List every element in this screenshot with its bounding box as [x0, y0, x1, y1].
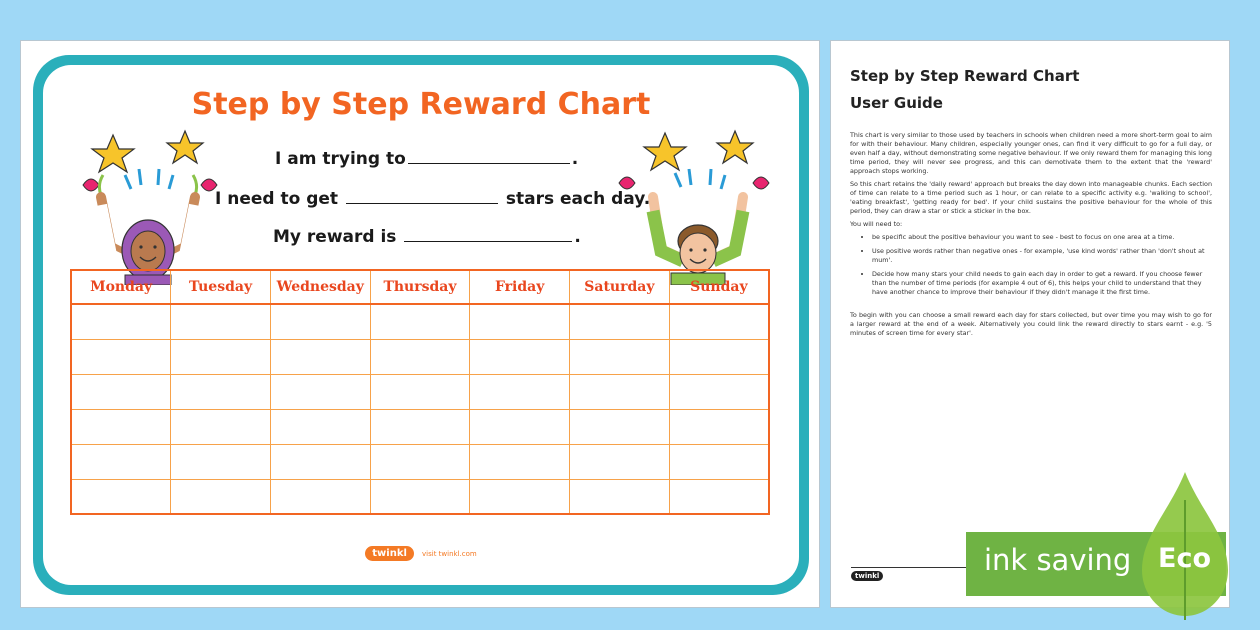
guide-title [850, 63, 1079, 117]
guide-bullet-list [872, 233, 1212, 297]
guide-paragraph: This chart is very similar to those used by teachers in schools when children need a more short-term goal to aim for with their behaviour. Many children, especially younger ones, can find it very difficult to go for a full day, or even half a day, without demonstrating some negative behaviour. If we only reward them for managing this long time period, they will never see progress, and this can demotivate them to the extent that the 'reward' approach stops working. [850, 131, 1212, 175]
grid-cell[interactable] [370, 304, 470, 339]
grid-cell[interactable] [171, 409, 271, 444]
grid-cell[interactable] [669, 444, 769, 479]
grid-cell[interactable] [370, 374, 470, 409]
grid-cell[interactable] [370, 409, 470, 444]
day-header-saturday: Saturday [570, 270, 670, 304]
swirl-icon [753, 177, 769, 189]
grid-cell[interactable] [570, 304, 670, 339]
grid-cell[interactable] [270, 409, 370, 444]
reward-line [273, 227, 581, 247]
star-icon [644, 133, 686, 170]
reward-chart-page [20, 40, 820, 608]
trying-line [275, 149, 578, 169]
confetti-icon [125, 169, 173, 189]
eye [153, 245, 156, 248]
guide-paragraph: You will need to: [850, 220, 903, 228]
trying-end: . [571, 149, 579, 169]
swirl-icon [201, 179, 217, 191]
ink-saving-text: ink saving [984, 543, 1132, 577]
stars-blank [346, 190, 498, 204]
grid-cell[interactable] [270, 304, 370, 339]
grid-cell[interactable] [570, 479, 670, 514]
table-row [71, 479, 769, 514]
list-item: • be specific about the positive behaviour you want to see - best to focus on one area at a time. [872, 233, 1212, 242]
streamer-icon [99, 175, 196, 195]
list-item: • Use positive words rather than negative ones - for example, 'use kind words' rather than 'don't shout at mum'. [872, 247, 1212, 265]
reward-end: . [574, 227, 581, 247]
grid-cell[interactable] [171, 339, 271, 374]
reward-blank [404, 228, 572, 242]
grid-cell[interactable] [270, 444, 370, 479]
chart-footer [43, 543, 799, 562]
days-header-row [71, 270, 769, 304]
reward-label: My reward is [273, 227, 397, 247]
face [680, 233, 716, 273]
grid-cell[interactable] [470, 374, 570, 409]
grid-cell[interactable] [370, 339, 470, 374]
guide-title-line1: Step by Step Reward Chart [850, 67, 1080, 85]
grid-body [71, 304, 769, 514]
grid-cell[interactable] [669, 304, 769, 339]
list-item: • Decide how many stars your child needs to gain each day in order to get a reward. If you choose fewer than the number of time periods (for example 4 out of 6), this helps your child to understand that they have another chance to improve their behaviour if they didn't manage it the first time. [872, 270, 1212, 297]
grid-cell[interactable] [71, 444, 171, 479]
grid-cell[interactable] [570, 374, 670, 409]
grid-cell[interactable] [570, 339, 670, 374]
eye [689, 248, 692, 251]
stars-end: stars each day. [505, 189, 651, 209]
grid-cell[interactable] [171, 479, 271, 514]
day-header-tuesday: Tuesday [171, 270, 271, 304]
day-header-thursday: Thursday [370, 270, 470, 304]
grid-cell[interactable] [71, 304, 171, 339]
visit-link[interactable]: visit twinkl.com [422, 549, 477, 558]
grid-cell[interactable] [270, 479, 370, 514]
guide-body [850, 131, 1212, 342]
grid-cell[interactable] [370, 444, 470, 479]
grid-cell[interactable] [570, 409, 670, 444]
footer-twinkl-logo: twinkl [851, 571, 883, 581]
grid-cell[interactable] [470, 409, 570, 444]
day-header-sunday: Sunday [669, 270, 769, 304]
day-header-monday: Monday [71, 270, 171, 304]
twinkl-logo: twinkl [365, 546, 414, 561]
grid-cell[interactable] [570, 444, 670, 479]
grid-cell[interactable] [669, 339, 769, 374]
table-row [71, 444, 769, 479]
grid-cell[interactable] [171, 304, 271, 339]
stars-line [215, 189, 650, 209]
grid-cell[interactable] [71, 479, 171, 514]
day-header-wednesday: Wednesday [270, 270, 370, 304]
table-row [71, 409, 769, 444]
guide-paragraph: So this chart retains the 'daily reward' approach but breaks the day down into manageable chunks. Each section of time can relate to a time period such as 1 hour, or can relate to a specific activity e.g. 'walking to school', 'eating breakfast', 'getting ready for bed'. If your child sustains the positive behaviour for the whole of this period, they can draw a star or stick a sticker in the box. [850, 180, 1212, 215]
trying-label: I am trying to [275, 149, 406, 169]
guide-title-line2: User Guide [850, 94, 943, 112]
grid-cell[interactable] [470, 304, 570, 339]
grid-cell[interactable] [669, 479, 769, 514]
grid-cell[interactable] [669, 409, 769, 444]
face [131, 231, 165, 271]
table-row [71, 339, 769, 374]
swirl-icon [619, 177, 635, 189]
grid-cell[interactable] [270, 339, 370, 374]
star-icon [717, 131, 753, 163]
grid-cell[interactable] [71, 409, 171, 444]
grid-cell[interactable] [171, 374, 271, 409]
eye [703, 248, 706, 251]
eco-label: Eco [1158, 543, 1211, 574]
grid-cell[interactable] [270, 374, 370, 409]
table-row [71, 304, 769, 339]
star-icon [167, 131, 203, 163]
grid-cell[interactable] [470, 339, 570, 374]
table-row [71, 374, 769, 409]
grid-cell[interactable] [470, 444, 570, 479]
guide-paragraph: To begin with you can choose a small reward each day for stars collected, but over time you may wish to go for a larger reward at the end of a week. Alternatively you could link the reward directly to stars earnt - e.g. '5 minutes of screen time for every star'. [850, 311, 1212, 337]
chart-inner [43, 65, 799, 585]
grid-cell[interactable] [669, 374, 769, 409]
grid-cell[interactable] [71, 339, 171, 374]
chart-frame [33, 55, 809, 595]
day-header-friday: Friday [470, 270, 570, 304]
grid-cell[interactable] [171, 444, 271, 479]
grid-cell[interactable] [71, 374, 171, 409]
boy-cheering-illustration [613, 125, 773, 285]
grid-cell[interactable] [470, 479, 570, 514]
confetti-icon [675, 169, 725, 189]
grid-cell[interactable] [370, 479, 470, 514]
swirl-icon [83, 179, 99, 191]
trying-blank [408, 150, 570, 164]
girl-cheering-illustration [73, 125, 223, 285]
eye [139, 245, 142, 248]
stars-label: I need to get [215, 189, 339, 209]
reward-grid [70, 269, 770, 515]
chart-title: Step by Step Reward Chart [191, 87, 651, 122]
star-icon [92, 135, 134, 172]
